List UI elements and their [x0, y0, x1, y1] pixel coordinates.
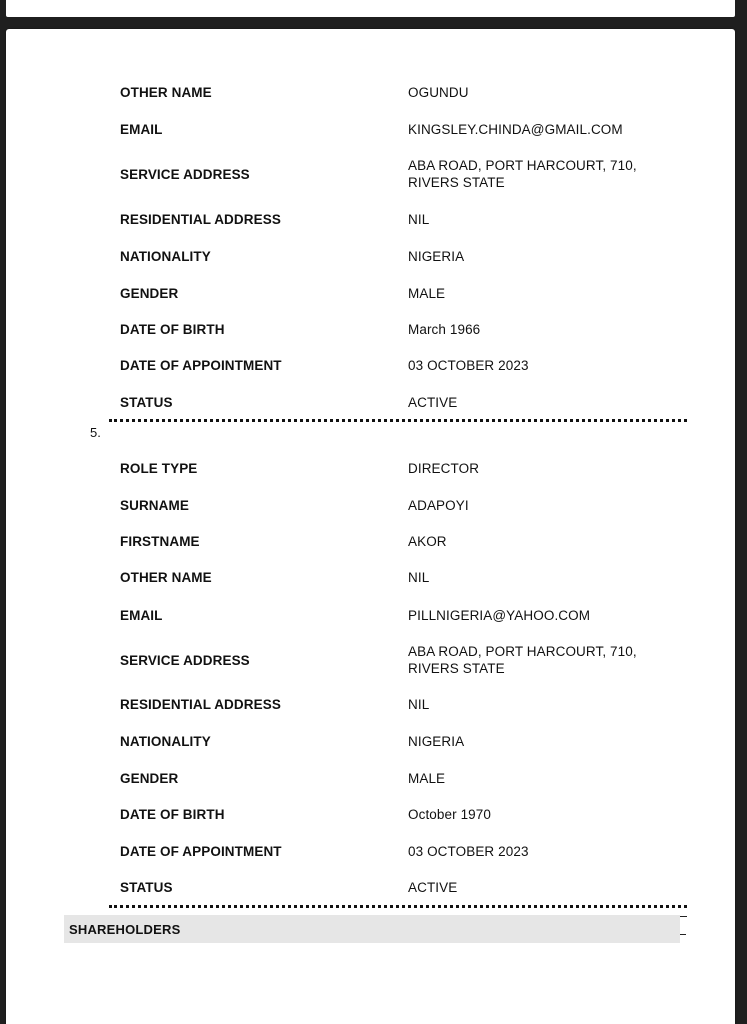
field-value: NIGERIA — [408, 248, 465, 264]
dotted-separator — [109, 905, 687, 908]
field-row-email — [6, 120, 735, 138]
field-value: NIL — [408, 211, 430, 227]
field-label: OTHER NAME — [120, 569, 212, 585]
field-value: March 1966 — [408, 321, 481, 337]
field-label: SERVICE ADDRESS — [120, 166, 250, 182]
field-value: 03 OCTOBER 2023 — [408, 357, 529, 373]
field-row-service-address — [6, 157, 735, 191]
field-value: MALE — [408, 770, 446, 786]
field-row-nationality — [6, 732, 735, 750]
field-row-nationality — [6, 247, 735, 265]
field-row-date-of-appointment — [6, 356, 735, 374]
field-label: RESIDENTIAL ADDRESS — [120, 211, 281, 227]
field-value: October 1970 — [408, 806, 492, 822]
field-row-date-of-appointment — [6, 842, 735, 860]
field-value: NIGERIA — [408, 733, 465, 749]
field-row-other-name — [6, 83, 735, 101]
field-label: OTHER NAME — [120, 84, 212, 100]
field-label: EMAIL — [120, 607, 163, 623]
section-title: SHAREHOLDERS — [69, 921, 181, 937]
field-label: FIRSTNAME — [120, 533, 200, 549]
field-value: AKOR — [408, 533, 447, 549]
entry-number: 5. — [90, 425, 101, 440]
field-row-status — [6, 878, 735, 896]
field-value: ABA ROAD, PORT HARCOURT, 710, RIVERS STATE — [408, 158, 637, 190]
field-row-role-type — [6, 459, 735, 477]
document-page — [6, 29, 735, 1024]
field-label: NATIONALITY — [120, 733, 211, 749]
field-value: DIRECTOR — [408, 460, 480, 476]
field-value: ACTIVE — [408, 394, 458, 410]
previous-page-bottom — [6, 0, 735, 17]
field-value: NIL — [408, 696, 430, 712]
field-label: DATE OF APPOINTMENT — [120, 357, 282, 373]
field-label: DATE OF BIRTH — [120, 806, 225, 822]
field-row-service-address — [6, 643, 735, 677]
field-value: MALE — [408, 285, 446, 301]
field-value: 03 OCTOBER 2023 — [408, 843, 529, 859]
field-label: RESIDENTIAL ADDRESS — [120, 696, 281, 712]
field-label: STATUS — [120, 394, 173, 410]
field-value: PILLNIGERIA@YAHOO.COM — [408, 607, 591, 623]
field-label: DATE OF BIRTH — [120, 321, 225, 337]
field-row-status — [6, 393, 735, 411]
field-label: EMAIL — [120, 121, 163, 137]
field-label: SURNAME — [120, 497, 189, 513]
field-label: DATE OF APPOINTMENT — [120, 843, 282, 859]
field-row-surname — [6, 496, 735, 514]
field-label: ROLE TYPE — [120, 460, 198, 476]
field-value: ABA ROAD, PORT HARCOURT, 710, RIVERS STATE — [408, 644, 637, 676]
field-value: ACTIVE — [408, 879, 458, 895]
field-value: OGUNDU — [408, 84, 469, 100]
shareholders-section-header — [64, 915, 680, 943]
dotted-separator — [109, 419, 687, 422]
field-row-firstname — [6, 532, 735, 550]
field-row-date-of-birth — [6, 320, 735, 338]
field-label: GENDER — [120, 770, 179, 786]
field-value: ADAPOYI — [408, 497, 469, 513]
field-value: KINGSLEY.CHINDA@GMAIL.COM — [408, 121, 623, 137]
field-row-residential-address — [6, 210, 735, 228]
field-label: SERVICE ADDRESS — [120, 652, 250, 668]
field-row-date-of-birth — [6, 805, 735, 823]
field-label: GENDER — [120, 285, 179, 301]
field-value: NIL — [408, 569, 430, 585]
field-row-gender — [6, 284, 735, 302]
field-label: NATIONALITY — [120, 248, 211, 264]
field-row-gender — [6, 769, 735, 787]
field-row-residential-address — [6, 695, 735, 713]
field-row-other-name — [6, 568, 735, 586]
field-label: STATUS — [120, 879, 173, 895]
field-row-email — [6, 606, 735, 624]
